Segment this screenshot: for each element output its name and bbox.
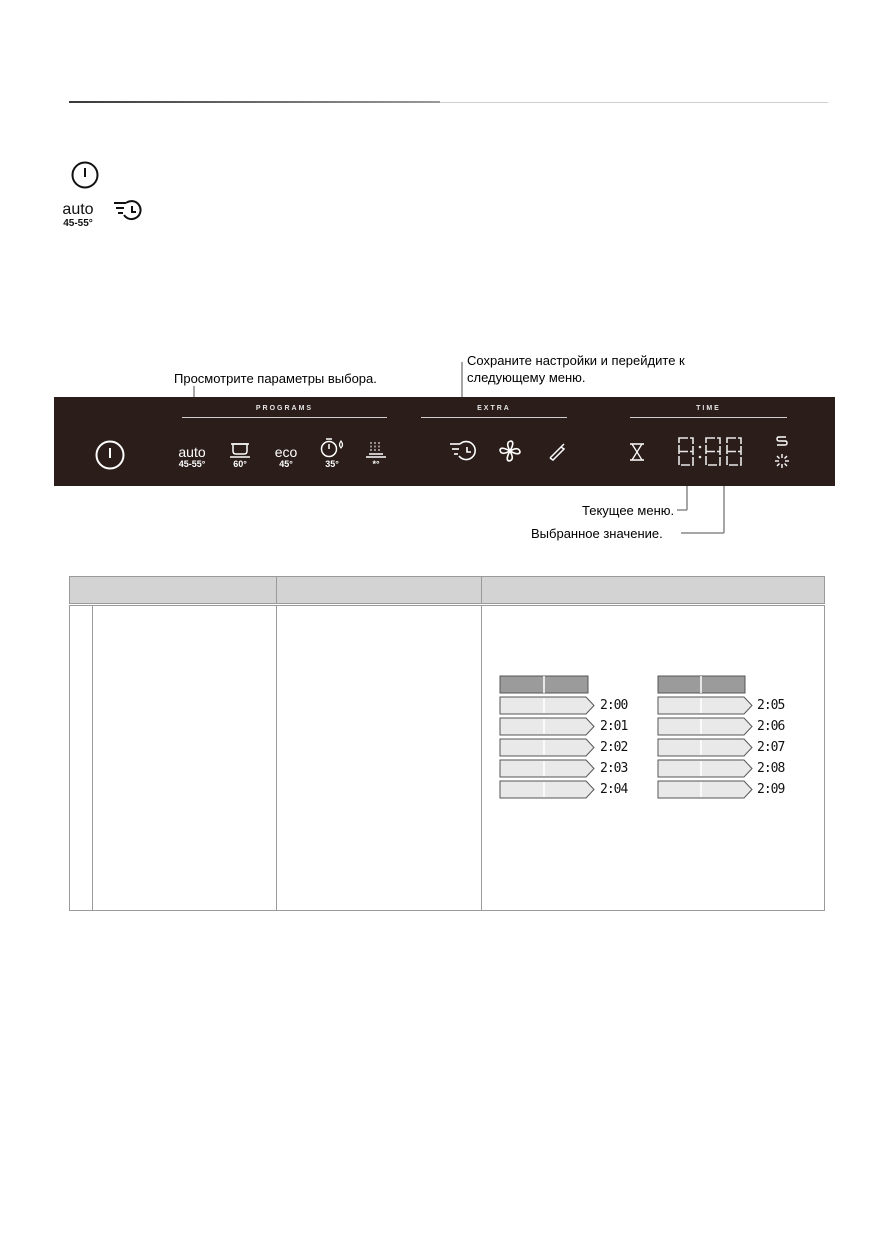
callout-current-menu: Текущее меню. [582,503,675,518]
programs-group-line [182,417,387,418]
table-header-col-2 [276,576,482,604]
table-divider-1 [92,605,93,911]
program-intensive-temp: 60° [233,459,247,469]
program-auto-name: auto [178,444,206,460]
option-value: 2:05 [757,698,785,713]
option-value: 2:06 [757,719,785,734]
header-rule-right [440,102,828,103]
fan-button[interactable] [497,438,523,464]
program-eco-button[interactable] [270,445,302,469]
table-header-col-1 [69,576,277,604]
extra-group-label: EXTRA [477,405,511,412]
callout-save-line2: следующему меню. [467,370,586,385]
program-eco-temp: 45° [279,459,293,469]
power-button[interactable] [94,439,126,471]
time-group-line [630,417,787,418]
seven-segment-display [676,435,746,469]
extra-group-line [421,417,567,418]
program-prewash-temp: *° [372,459,380,469]
callout-view-options: Просмотрите параметры выбора. [174,371,377,386]
delay-start-button[interactable] [448,439,478,463]
time-group-label: TIME [696,405,721,412]
program-eco-name: eco [274,444,298,460]
option-value: 2:03 [600,761,628,776]
rinse-aid-indicator-icon [774,453,790,469]
option-value: 2:00 [600,698,628,713]
program-intensive-button[interactable] [225,439,255,469]
programs-group-label: PROGRAMS [255,405,314,412]
control-panel [54,397,835,486]
header-rule [69,101,440,103]
salt-icon [774,434,790,448]
auto-program-label: auto 45-55° [62,201,94,229]
callout-save-line1: Сохраните настройки и перейдите к [467,353,685,368]
table-divider-3 [481,605,482,911]
option-value: 2:01 [600,719,628,734]
table-divider-2 [276,605,277,911]
hourglass-icon [628,442,646,462]
program-quick-button[interactable] [317,437,347,469]
program-prewash-button[interactable] [361,439,391,469]
table-header-col-3 [481,576,825,604]
option-value: 2:09 [757,782,785,797]
program-auto-temp: 45-55° [178,459,206,469]
options-bars [498,674,798,804]
option-value: 2:08 [757,761,785,776]
option-value: 2:07 [757,740,785,755]
option-value: 2:04 [600,782,628,797]
prewash-icon [361,439,391,459]
power-icon [70,160,100,190]
stopwatch-icon [317,437,347,459]
delay-start-icon [112,199,144,223]
option-value: 2:02 [600,740,628,755]
rinse-aid-button[interactable] [546,440,568,462]
options-diagram [498,674,798,804]
program-auto-button[interactable] [172,445,212,469]
program-quick-temp: 35° [325,459,339,469]
pot-icon [225,439,255,459]
time-display [676,435,746,469]
callout-selected-value: Выбранное значение. [531,526,663,541]
